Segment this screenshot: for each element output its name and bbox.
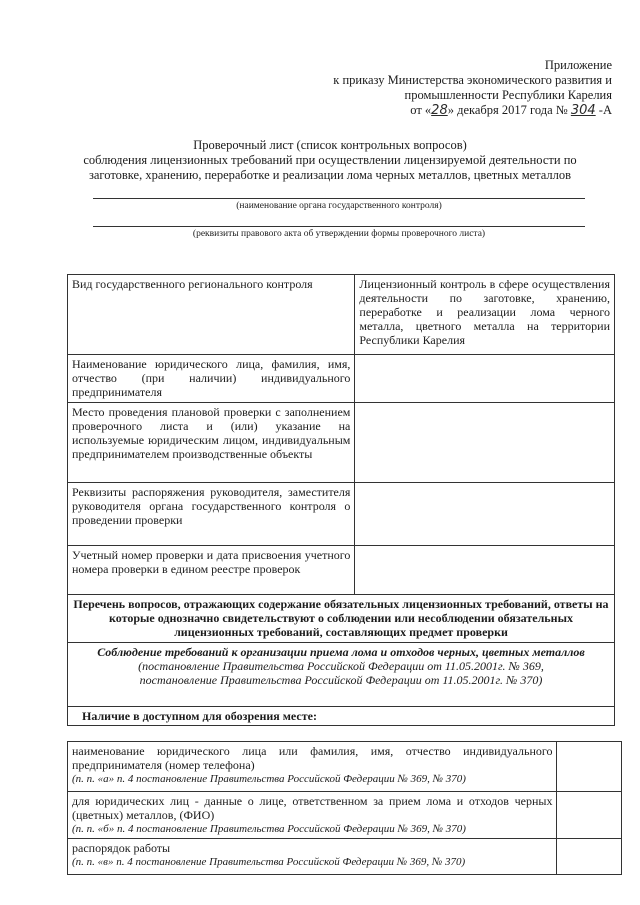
checklist-item-2: [68, 792, 557, 839]
availability-heading-row: [68, 707, 615, 726]
checklist-answer-2[interactable]: [557, 792, 622, 839]
section-ref-2: постановление Правительства Российской Федерации от 11.05.2001г. № 370): [139, 673, 543, 687]
info-label-registration-number: Учетный номер проверки и дата присвоения учетного номера проверки в едином реестре проверок: [68, 546, 355, 595]
authority-caption: (наименование органа государственного контроля): [236, 201, 442, 211]
info-label-inspection-place: Место проведения плановой проверки с заполнением проверочного листа и (или) указание на используемые юридическим лицом, индивидуальным предпринимателем производственные объекты: [68, 403, 355, 483]
info-row-inspection-place: [68, 403, 615, 483]
info-value-registration-number[interactable]: [355, 546, 615, 595]
order-number-handwritten: 304: [570, 103, 596, 118]
checklist-row-1: [68, 742, 622, 792]
questions-heading: Перечень вопросов, отражающих содержание обязательных лицензионных требований, ответы на которые однозначно свидетельствуют о соблюдении или несоблюдении обязательных лицензионных требований, составляющих предмет проверки: [68, 595, 615, 643]
info-label-entity-name: Наименование юридического лица, фамилия, имя, отчество (при наличии) индивидуального предпринимателя: [68, 355, 355, 403]
info-value-inspection-place[interactable]: [355, 403, 615, 483]
checklist-item-1: [68, 742, 557, 792]
checklist-item-1-text: наименование юридического лица или фамилия, имя, отчество индивидуального предпринимателя (номер телефона): [72, 744, 553, 772]
checklist-item-2-ref: (п. п. «б» п. 4 постановление Правительства Российской Федерации № 369, № 370): [72, 823, 466, 835]
info-value-control-type: Лицензионный контроль в сфере осуществления деятельности по заготовке, хранению, переработке и реализации лома черного металла, цветного металла на территории Республики Карелия: [355, 275, 615, 355]
info-value-entity-name[interactable]: [355, 355, 615, 403]
appendix-date-line: [282, 103, 612, 118]
authority-fill-line[interactable]: [93, 198, 585, 199]
appendix-line-3: промышленности Республики Карелия: [404, 88, 612, 102]
info-row-order-details: [68, 483, 615, 546]
date-day-handwritten: 28: [431, 103, 448, 118]
checklist-row-3: [68, 839, 622, 875]
checklist-item-2-text: для юридических лиц - данные о лице, ответственном за прием лома и отходов черных (цветных) металлов, (ФИО): [72, 794, 553, 822]
info-label-control-type: Вид государственного регионального контроля: [68, 275, 355, 355]
checklist-row-2: [68, 792, 622, 839]
section-ref-1: (постановление Правительства Российской Федерации от 11.05.2001г. № 369,: [138, 659, 544, 673]
checklist-item-3-ref: (п. п. «в» п. 4 постановление Правительства Российской Федерации № 369, № 370): [72, 856, 466, 868]
info-row-control-type: [68, 275, 615, 355]
appendix-line-1: Приложение: [544, 58, 612, 72]
section-cell: [68, 643, 615, 707]
info-row-entity-name: [68, 355, 615, 403]
checklist-table: [67, 741, 622, 875]
date-prefix: от «: [410, 103, 432, 117]
order-suffix: -А: [598, 103, 612, 117]
questions-heading-row: [68, 595, 615, 643]
checklist-answer-3[interactable]: [557, 839, 622, 875]
checklist-item-3-text: распорядок работы: [72, 841, 171, 855]
title-line-2: соблюдения лицензионных требований при осуществлении лицензируемой деятельности по: [83, 153, 577, 167]
section-title: Соблюдение требований к организации приема лома и отходов черных, цветных металлов: [97, 645, 585, 659]
info-label-order-details: Реквизиты распоряжения руководителя, заместителя руководителя органа государственного контроля о проведении проверки: [68, 483, 355, 546]
legal-act-fill-line[interactable]: [93, 226, 585, 227]
info-value-order-details[interactable]: [355, 483, 615, 546]
title-line-1: Проверочный лист (список контрольных вопросов): [193, 138, 467, 152]
checklist-item-1-ref: (п. п. «а» п. 4 постановление Правительства Российской Федерации № 369, № 370): [72, 773, 466, 785]
checklist-item-3: [68, 839, 557, 875]
appendix-line-2: к приказу Министерства экономического развития и: [333, 73, 612, 87]
section-row: [68, 643, 615, 707]
checklist-answer-1[interactable]: [557, 742, 622, 792]
legal-act-caption: (реквизиты правового акта об утверждении формы проверочного листа): [192, 229, 486, 239]
title-line-3: заготовке, хранению, переработке и реализации лома черных металлов, цветных металлов: [88, 168, 572, 182]
availability-heading: Наличие в доступном для обозрения месте:: [68, 707, 615, 726]
document-title: [60, 138, 600, 183]
date-mid: » декабря 2017 года №: [447, 103, 568, 117]
appendix-header: [282, 58, 612, 118]
info-row-registration-number: [68, 546, 615, 595]
info-table: [67, 274, 615, 726]
